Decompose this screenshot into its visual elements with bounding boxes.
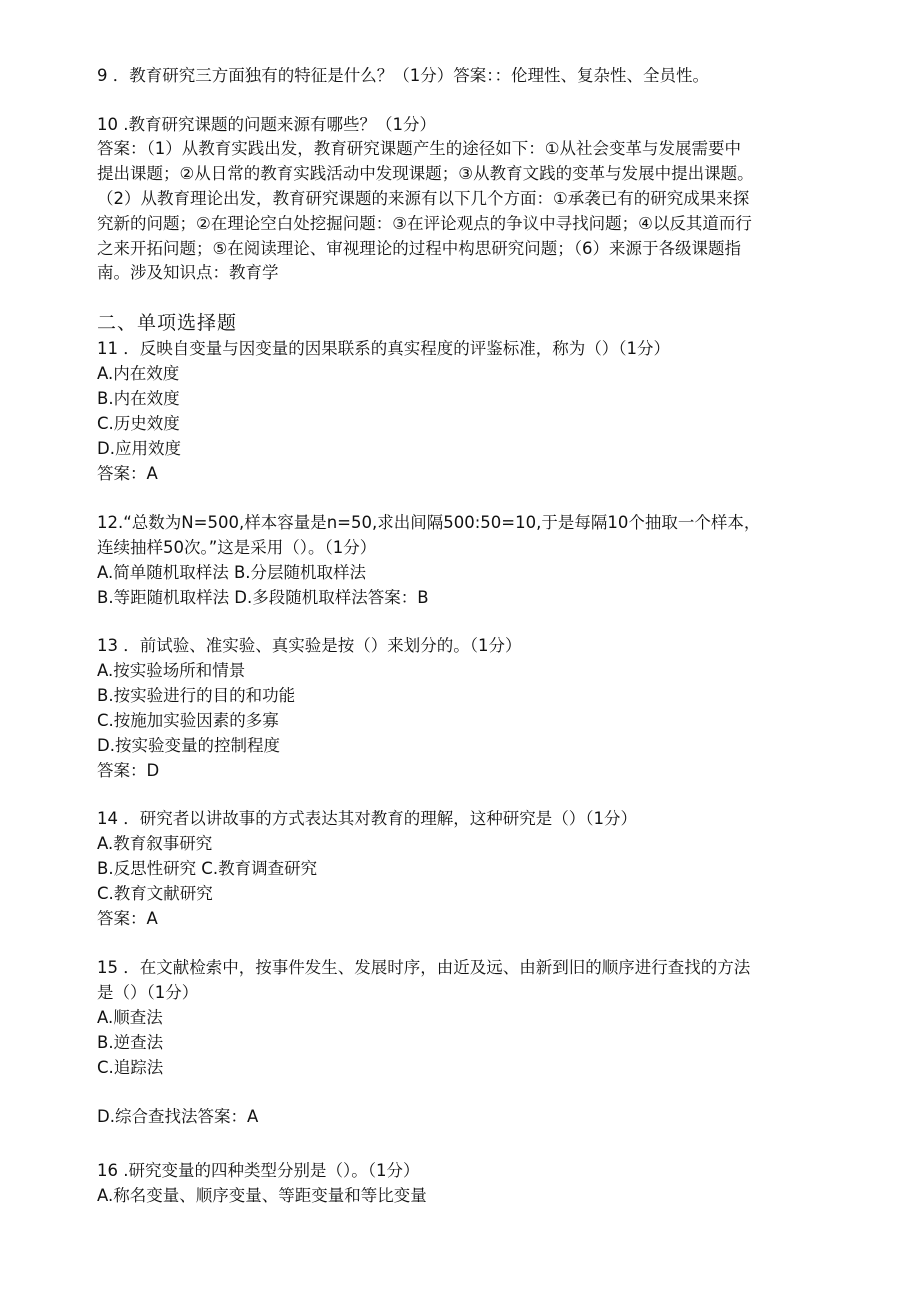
q9-text: 9 ．教育研究三方面独有的特征是什么？（1分）答案：：伦理性、复杂性、全员性。 [97, 66, 709, 85]
q13-option-b: B.按实验进行的目的和功能 [97, 686, 296, 705]
q10-answer-line: 提出课题；②从日常的教育实践活动中发现课题；③从教育文践的变革与发展中提出课题。 [97, 164, 754, 183]
q12-stem-line1: 12.“总数为N=500,样本容量是n=50,求出间隔500:50=10,于是每隔10个抽取一个样本， [97, 513, 761, 532]
q10-answer-line: 答案：（1）从教育实践出发，教育研究课题产生的途径如下：①从社会变革与发展需要中 [97, 139, 742, 158]
q14-option-c: C.教育文献研究 [97, 884, 213, 903]
q15-option-d-answer: D.综合查找法答案：A [97, 1107, 259, 1126]
q11-option-d: D.应用效度 [97, 439, 181, 458]
q14-option-a: A.教育叙事研究 [97, 834, 213, 853]
q15-stem-line1: 15 ．在文献检索中，按事件发生、发展时序，由近及远、由新到旧的顺序进行查找的方法 [97, 958, 751, 977]
q11-option-b: B.内在效度 [97, 389, 180, 408]
q15-option-b: B.逆查法 [97, 1033, 164, 1052]
q11-stem: 11 ．反映自变量与因变量的因果联系的真实程度的评鉴标准，称为（）（1分） [97, 339, 670, 358]
section-title: 二、单项选择题 [97, 312, 238, 334]
q10-answer-line: （2）从教育理论出发，教育研究课题的来源有以下几个方面：①承袭已有的研究成果来探 [97, 189, 750, 208]
q15-option-a: A.顺查法 [97, 1008, 163, 1027]
q11-answer: 答案：A [97, 464, 158, 483]
q14-option-b: B.反思性研究 C.教育调查研究 [97, 859, 318, 878]
q13-answer: 答案：D [97, 761, 160, 780]
q11-option-a: A.内在效度 [97, 364, 180, 383]
q13-option-a: A.按实验场所和情景 [97, 661, 246, 680]
q13-option-d: D.按实验变量的控制程度 [97, 736, 280, 755]
q12-options-line2: B.等距随机取样法 D.多段随机取样法答案：B [97, 588, 429, 607]
q10-answer-line: 之来开拓问题；⑤在阅读理论、审视理论的过程中构思研究问题；（6）来源于各级课题指 [97, 239, 742, 258]
q10-answer-line: 南。涉及知识点：教育学 [97, 263, 279, 282]
q15-stem-line2: 是（）（1分） [97, 983, 199, 1002]
q13-option-c: C.按施加实验因素的多寡 [97, 711, 279, 730]
q14-stem: 14 ．研究者以讲故事的方式表达其对教育的理解，这种研究是（）（1分） [97, 809, 637, 828]
q14-answer: 答案：A [97, 909, 158, 928]
q10-title: 10 .教育研究课题的问题来源有哪些？（1分） [97, 115, 436, 134]
q13-stem: 13 ．前试验、准实验、真实验是按（）来划分的。（1分） [97, 636, 522, 655]
q12-options-line1: A.简单随机取样法 B.分层随机取样法 [97, 563, 367, 582]
q11-option-c: C.历史效度 [97, 414, 180, 433]
q16-stem: 16 .研究变量的四种类型分别是（）。（1分） [97, 1161, 420, 1180]
q12-stem-line2: 连续抽样50次。”这是采用（）。（1分） [97, 538, 377, 557]
q10-answer-line: 究新的问题；②在理论空白处挖掘问题：③在评论观点的争议中寻找问题；④以反其道而行 [97, 214, 752, 233]
q15-option-c: C.追踪法 [97, 1058, 164, 1077]
q16-option-a: A.称名变量、顺序变量、等距变量和等比变量 [97, 1186, 427, 1205]
